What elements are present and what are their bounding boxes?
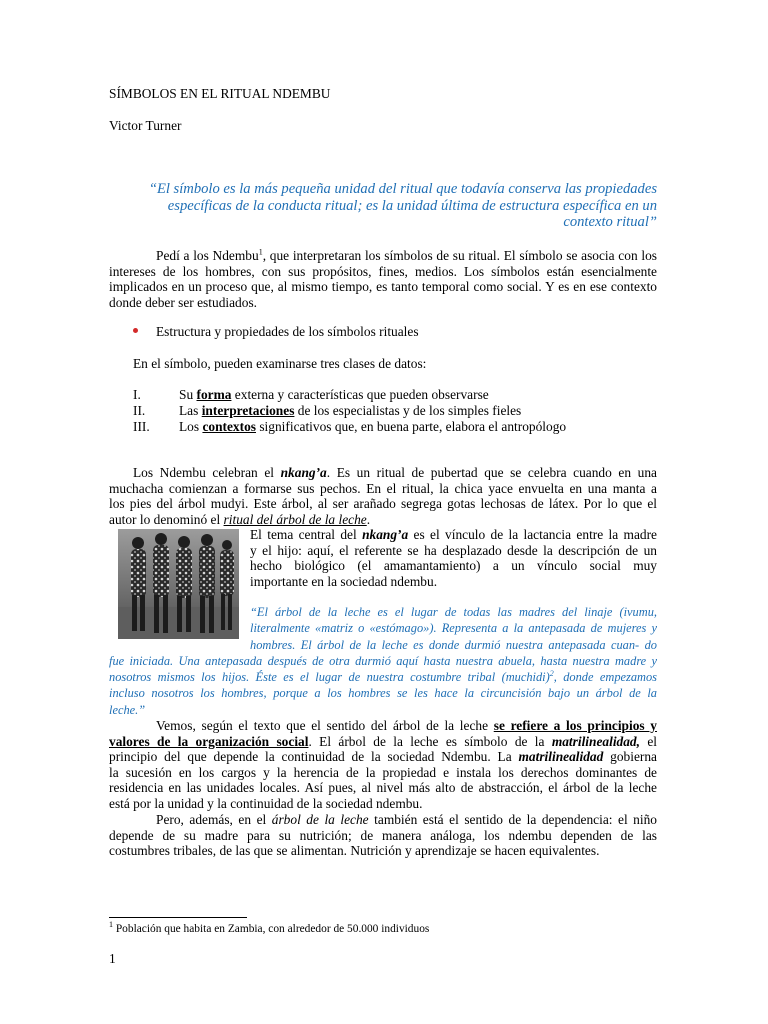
- list-keyword: contextos: [202, 419, 256, 434]
- epigraph-line: específicas de la conducta ritual; es la unidad última de estructura específica en un: [167, 197, 657, 214]
- epigraph-line: contexto ritual”: [563, 214, 657, 231]
- intro-paragraph: [109, 248, 657, 310]
- footnote-ref[interactable]: 2: [549, 669, 554, 679]
- list-text: externa y características que pueden observarse: [231, 387, 489, 402]
- list-keyword: interpretaciones: [201, 403, 295, 418]
- quote-line: leche.”: [109, 702, 146, 717]
- quote-line: “El árbol de la leche es el lugar de todas las madres del linaje (ivumu,: [250, 605, 657, 619]
- matrilineality-term: matrilinealidad,: [551, 733, 640, 749]
- bullet-heading: Estructura y propiedades de los símbolos rituales: [156, 324, 419, 339]
- intro-text-rest: , que interpretaran los símbolos de su ritual. El símbolo se asocia con los intereses de los hombres, con sus propósitos, fines, medios. Los símbolos están esencialmente implicados en un proceso que, al mismo tiempo, es tanto temporal como social. Y es en ese contexto donde deber ser estudiados.: [109, 248, 657, 310]
- document-author: Victor Turner: [109, 118, 182, 133]
- list-text: de los especialistas y de los simples fieles: [294, 403, 522, 418]
- list-numeral: I.: [133, 387, 141, 402]
- list-text: Las: [179, 403, 202, 418]
- vemos-paragraph: Vemos, según el texto que el sentido del árbol de la leche se refiere a los principios y valores de la organización social. El árbol de la leche es símbolo de la matrilinealidad, el principio del que depende la continuidad de la sociedad Ndembu. La matrilinealidad gobierna la sucesión en los cargos y la herencia de la propiedad e instala los derechos dominantes de residencia en las unidades locales. Así pues, al nivel más alto de abstracción, el árbol de la leche está por la unidad y la continuidad de la sociedad ndembu.: [109, 718, 658, 811]
- quote-line: nosotros mismos los hijos. Éste es el lugar de nuestra costumbre tribal (muchidi)$^2$, donde empezamos: [109, 669, 658, 685]
- milk-tree-term: árbol de la leche: [271, 812, 369, 827]
- quote-line: hombres. El árbol de la leche es donde durmió nuestra antepasada cuan- do: [250, 637, 657, 652]
- footnote: [109, 920, 430, 936]
- list-numeral: II.: [133, 403, 146, 418]
- footnote-ref[interactable]: 1: [258, 247, 263, 257]
- ndembu-quote: [109, 604, 657, 718]
- list-keyword: forma: [196, 387, 232, 402]
- milk-tree-ritual-term: ritual del árbol de la leche: [223, 511, 367, 527]
- nkanga-paragraph: Los Ndembu celebran el nkang’a. Es un ritual de pubertad que se celebra cuando en una muchacha comienzan a formarse sus pechos. En el ritual, la chica yace envuelta en una manta a los pies del árbol mudyi. Este árbol, al ser arañado segrega gotas lechosas de látex. Por lo que el autor lo denominó el ritual del árbol de la leche.: [109, 465, 657, 527]
- list-text: significativos que, en buena parte, elabora el antropólogo: [256, 419, 567, 434]
- epigraph: [109, 181, 657, 231]
- nkanga-term: nkang’a: [362, 527, 409, 542]
- theme-paragraph: El tema central del nkang’a es el vínculo de la lactancia entre la madre y el hijo: aquí, el referente se ha desplazado desde la descripción de un hecho biológico (el amamantamiento) a un vínculo social muy importante en la sociedad ndembu.: [250, 527, 657, 589]
- bullet-icon: [133, 328, 138, 333]
- nkanga-term: nkang’a: [280, 465, 327, 480]
- document-title: SÍMBOLOS EN EL RITUAL NDEMBU: [109, 86, 331, 101]
- list-numeral: III.: [133, 419, 150, 434]
- pero-paragraph: Pero, además, en el árbol de la leche también está el sentido de la dependencia: el niño depende de su madre para su nutrición; de manera análoga, los ndembu dependen de las costumbres tribales, de las que se alimentan. Nutrición y aprendizaje se hacen equivalentes.: [109, 812, 657, 859]
- quote-line: fue iniciada. Una antepasada después de otra durmió aquí hasta nuestra abuela, hasta nuestra madre y: [109, 653, 657, 668]
- epigraph-line: “El símbolo es la más pequeña unidad del ritual que todavía conserva las propiedades: [148, 181, 657, 197]
- quote-line: incluso nosotros los hombres, porque a los hombres se les hace la circuncisión bajo un árbol de la: [109, 686, 657, 701]
- list-text: Su: [179, 387, 197, 402]
- matrilineality-term: matrilinealidad: [518, 749, 604, 765]
- footnote-divider: [109, 917, 247, 918]
- classes-intro: En el símbolo, pueden examinarse tres clases de datos:: [133, 356, 427, 371]
- quote-line: literalmente «matriz o «estómago»). Representa a la antepasada de mujeres y: [250, 621, 657, 636]
- list-text: Los: [179, 419, 203, 434]
- principles-term: valores de la organización social: [109, 733, 309, 749]
- footnote-number: 1: [109, 920, 113, 930]
- page-number: 1: [109, 951, 116, 966]
- principles-term: se refiere a los principios y: [493, 718, 658, 733]
- footnote-text: Población que habita en Zambia, con alrededor de 50.000 individuos: [113, 923, 430, 935]
- intro-text-start: Pedí a los Ndembu: [156, 248, 259, 263]
